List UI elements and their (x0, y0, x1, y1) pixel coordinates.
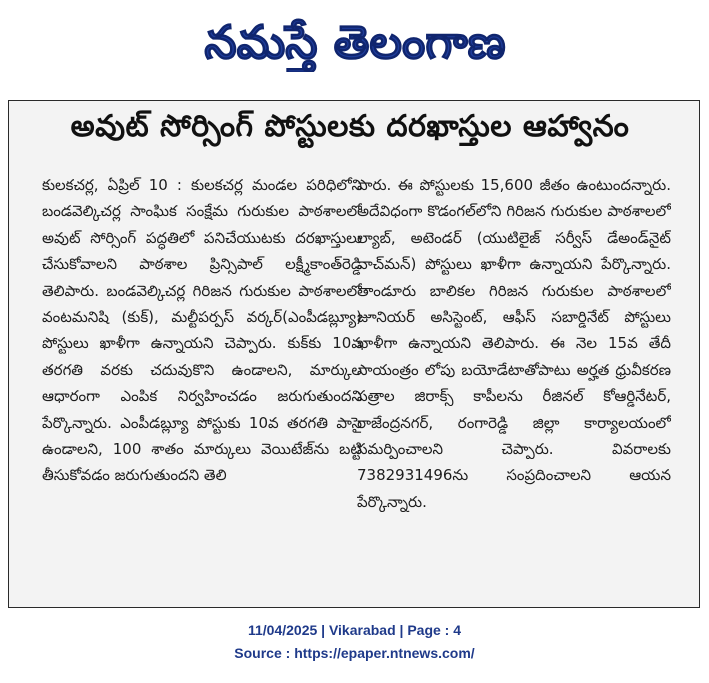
source-link[interactable]: Source : https://epaper.ntnews.com/ (234, 645, 475, 661)
article-body-left: కులకచర్ల, ఏప్రిల్ 10 : కులకచర్ల మండల పరిధిలోని బండవెల్కిచర్ల సాంఘిక సంక్షేమ గురుకుల పాఠశాలలో అవుట్ సోర్సింగ్ పద్ధతిలో పనిచేయుటకు దరఖాస్తులు చేసుకోవాలని పాఠశాల ప్రిన్సిపాల్ లక్ష్మీకాంత్‌రెడ్డి తెలిపారు. బండవెల్కిచర్ల గిరిజన గురుకుల పాఠశాలలో వంటమనిషి (కుక్), మల్టీపర్పస్ వర్కర్(ఎంపీడబ్ల్యూ) పోస్టులు ఖాళీగా ఉన్నాయని చెప్పారు. కుక్‌కు 10వ తరగతి వరకు చదువుకొని ఉండాలని, మార్కుల ఆధారంగా ఎంపిక నిర్వహించడం జరుగుతుందని పేర్కొన్నారు. ఎంపీడబ్ల్యూ పోస్టుకు 10వ తరగతి పాసై ఉండాలని, 100 శాతం మార్కులు వెయిటేజ్‌ను బట్టి తీసుకోవడం జరుగుతుందని తెలి (42, 176, 362, 485)
article-column-right (357, 172, 671, 597)
masthead-logo (155, 6, 555, 72)
article-body-right: పారు. ఈ పోస్టులకు 15,600 జీతం ఉంటుందన్నారు. అదేవిధంగా కొడంగల్‌లోని గిరిజన గురుకుల పాఠశాలలో ల్యాబ్, అటెండర్ (యుటిలైజ్ సర్వీస్ డేఅండ్‌నైట్ వాచ్‌మన్) పోస్టులు ఖాళీగా ఉన్నాయని పేర్కొన్నారు. తాండూరు బాలికల గిరిజన గురుకుల పాఠశాలలో జూనియర్ అసిస్టెంట్, ఆఫీస్ సబార్డినేట్ పోస్టులు ఖాళీగా ఉన్నాయని తెలిపారు. ఈ నెల 15వ తేదీ సాయంత్రం లోపు బయోడేటాతోపాటు అర్హత ధ్రువీకరణ పత్రాల జిరాక్స్ కాపీలను రీజినల్ కోఆర్డినేటర్, రాజేంద్రనగర్, రంగారెడ్డి జిల్లా కార్యాలయంలో సమర్పించాలని చెప్పారు. వివరాలకు 7382931496ను సంప్రదించాలని ఆయన పేర్కొన్నారు. (357, 176, 671, 511)
edition-info: 11/04/2025 | Vikarabad | Page : 4 (247, 622, 462, 638)
article-column-left (42, 172, 362, 597)
masthead (0, 0, 709, 78)
article-headline: అవుట్ సోర్సింగ్ పోస్టులకు దరఖాస్తుల ఆహ్వానం (70, 109, 630, 144)
masthead-title: నమస్తే తెలంగాణ (203, 15, 506, 69)
